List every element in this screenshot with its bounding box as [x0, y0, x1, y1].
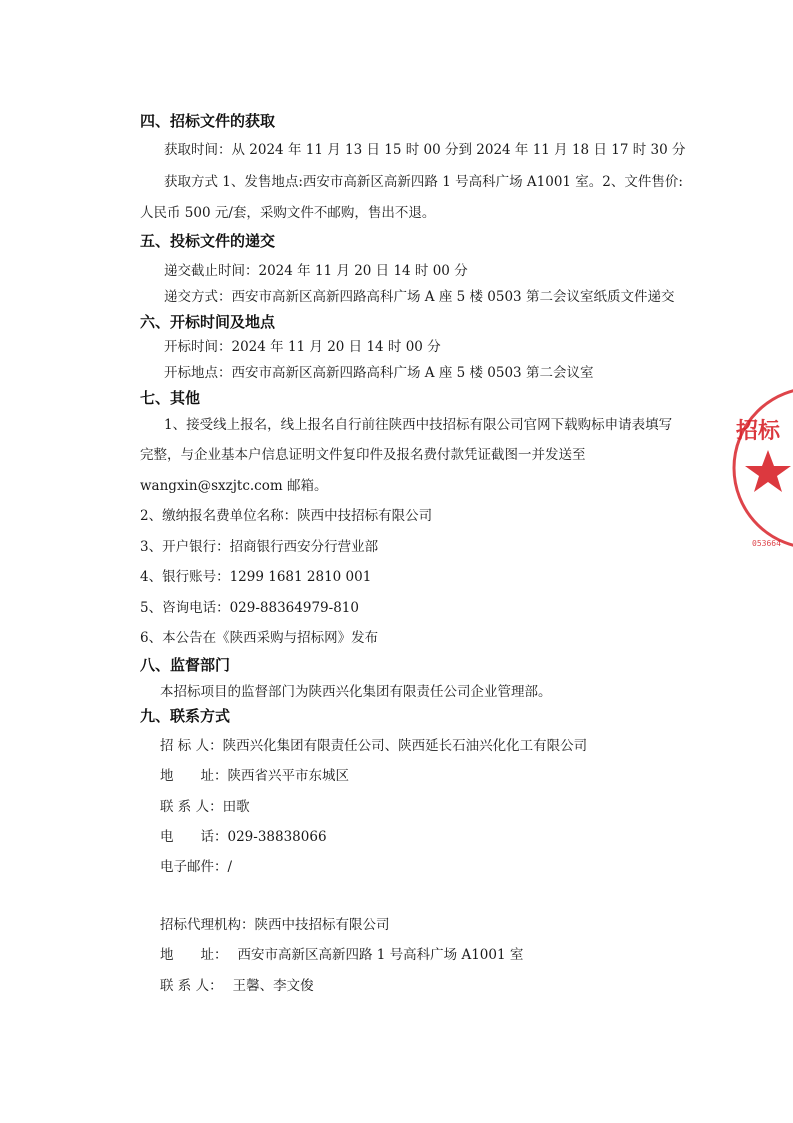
bid-opening-time: 开标时间：2024 年 11 月 20 日 14 时 00 分	[164, 339, 441, 355]
other-item-3: 3、开户银行：招商银行西安分行营业部	[140, 539, 379, 555]
section-heading-other: 七、其他	[140, 389, 201, 407]
agency-address-value: 西安市高新区高新四路 1 号高科广场 A1001 室	[237, 947, 524, 963]
tenderer-value: 陕西兴化集团有限责任公司、陕西延长石油兴化化工有限公司	[222, 738, 588, 754]
acquisition-method-line-1: 获取方式 1、发售地点:西安市高新区高新四路 1 号高科广场 A1001 室。2、文件售价:	[164, 174, 683, 190]
seal-number: 053664	[752, 539, 781, 548]
agency-address-label: 地 址：	[160, 947, 228, 963]
section-heading-supervision: 八、监督部门	[140, 656, 231, 674]
contact-value: 田歌	[222, 799, 250, 815]
agency-contact-row	[160, 977, 314, 995]
phone-label: 电 话：	[160, 829, 228, 845]
official-seal	[724, 388, 793, 568]
other-item-1-line-1: 1、接受线上报名，线上报名自行前往陕西中技招标有限公司官网下载购标申请表填写	[164, 417, 673, 433]
seal-star-icon	[745, 450, 791, 492]
other-item-6: 6、本公告在《陕西采购与招标网》发布	[140, 630, 379, 646]
section-heading-bid-submission: 五、投标文件的递交	[140, 232, 276, 250]
submission-deadline: 递交截止时间：2024 年 11 月 20 日 14 时 00 分	[164, 263, 468, 279]
other-item-1-line-3: wangxin@sxzjtc.com 邮箱。	[140, 478, 328, 494]
other-item-1-line-2: 完整，与企业基本户信息证明文件复印件及报名费付款凭证截图一并发送至	[140, 447, 586, 463]
phone-row	[160, 828, 327, 846]
address-value: 陕西省兴平市东城区	[227, 768, 349, 784]
agency-contact-label: 联 系 人：	[160, 978, 223, 994]
address-row	[160, 767, 349, 785]
other-item-5: 5、咨询电话：029-88364979-810	[140, 600, 359, 616]
section-heading-contact: 九、联系方式	[140, 707, 231, 725]
bid-opening-place: 开标地点：西安市高新区高新四路高科广场 A 座 5 楼 0503 第二会议室	[164, 365, 594, 381]
section-heading-document-acquisition: 四、招标文件的获取	[140, 112, 276, 130]
other-item-4: 4、银行账号：1299 1681 2810 001	[140, 569, 372, 585]
acquisition-method-line-2: 人民币 500 元/套，采购文件不邮购，售出不退。	[140, 205, 436, 221]
tenderer-row	[160, 737, 587, 755]
email-value: /	[227, 859, 233, 875]
agency-contact-value: 王馨、李文俊	[232, 978, 314, 994]
phone-value: 029-38838066	[227, 829, 327, 845]
tenderer-label: 招 标 人：	[160, 738, 223, 754]
agency-label: 招标代理机构：	[160, 917, 255, 933]
agency-value: 陕西中技招标有限公司	[254, 917, 390, 933]
agency-address-row	[160, 946, 523, 964]
contact-label: 联 系 人：	[160, 799, 223, 815]
submission-method: 递交方式：西安市高新区高新四路高科广场 A 座 5 楼 0503 第二会议室纸质文件递交	[164, 289, 675, 305]
agency-row	[160, 916, 390, 934]
email-label: 电子邮件：	[160, 859, 228, 875]
address-label: 地 址：	[160, 768, 228, 784]
acquisition-time: 获取时间：从 2024 年 11 月 13 日 15 时 00 分到 2024 年 11 月 18 日 17 时 30 分	[164, 142, 686, 158]
contact-row	[160, 798, 250, 816]
email-row	[160, 858, 232, 876]
seal-text: 招标	[736, 419, 781, 444]
section-heading-bid-opening: 六、开标时间及地点	[140, 313, 276, 331]
seal-graphic	[724, 388, 793, 568]
other-item-2: 2、缴纳报名费单位名称：陕西中技招标有限公司	[140, 508, 433, 524]
supervision-text: 本招标项目的监督部门为陕西兴化集团有限责任公司企业管理部。	[160, 684, 552, 700]
